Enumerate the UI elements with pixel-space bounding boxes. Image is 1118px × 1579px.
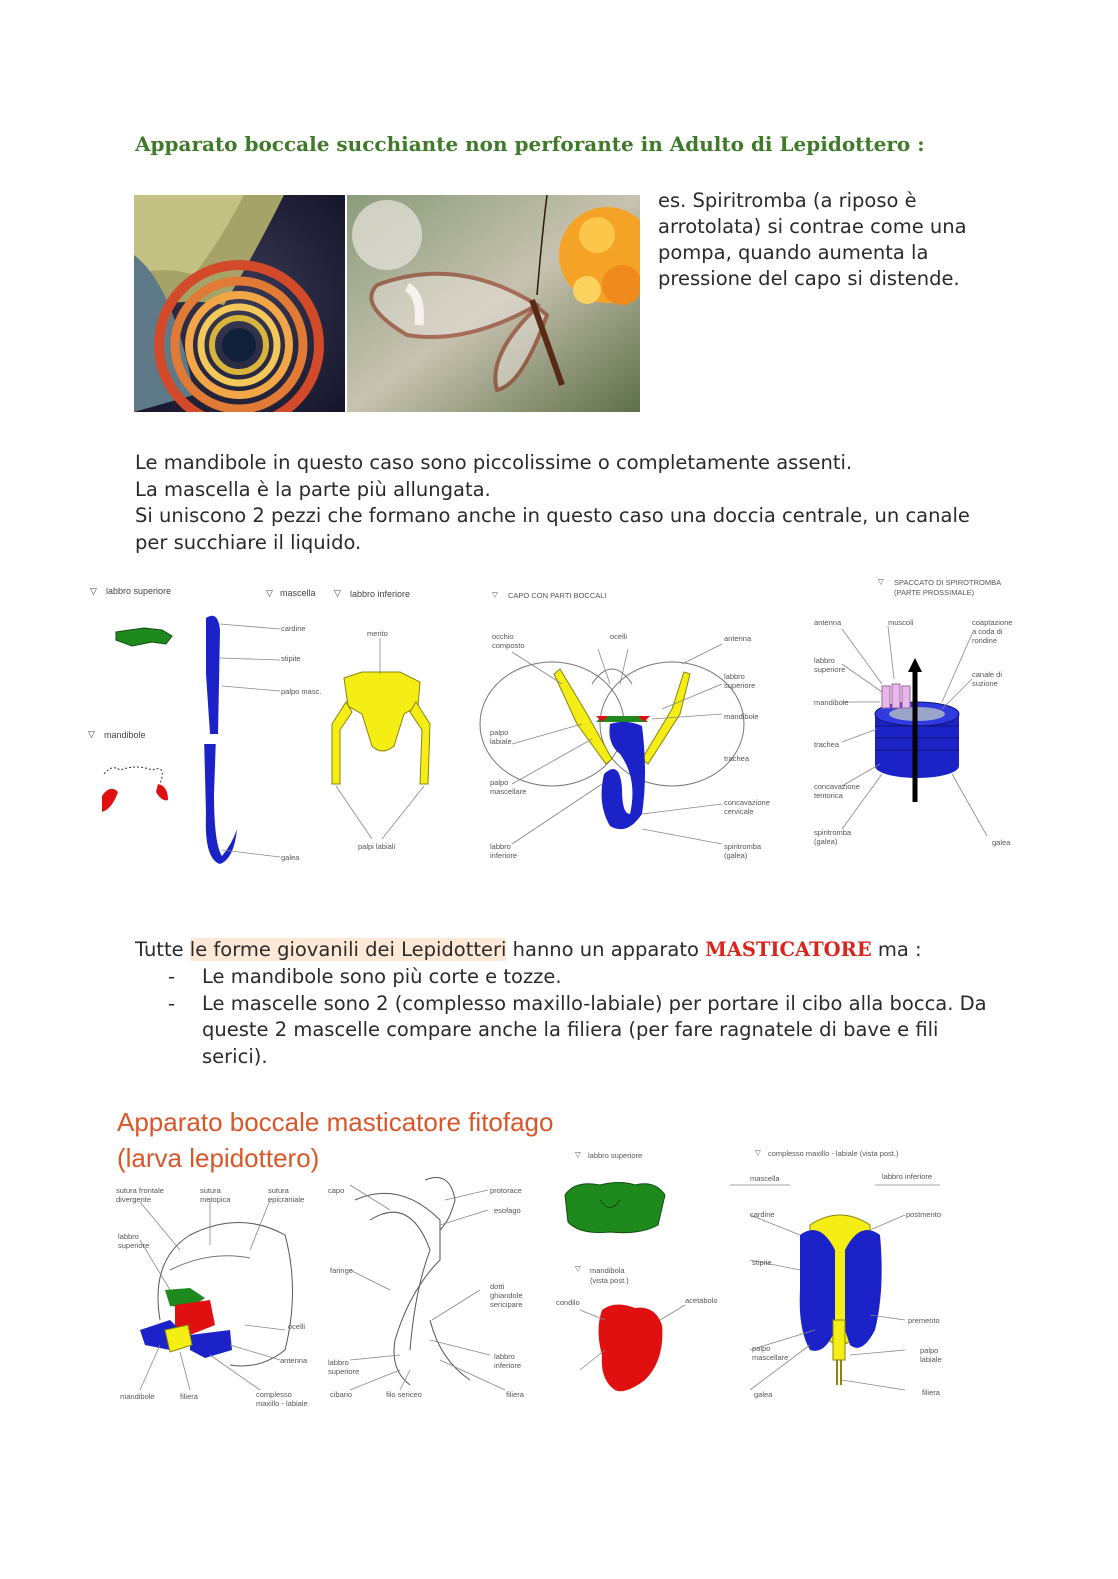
label: labbro superiore bbox=[814, 656, 846, 674]
label: galea bbox=[992, 838, 1011, 847]
label: faringe bbox=[330, 1266, 353, 1275]
label: labbro superiore bbox=[588, 1151, 643, 1160]
label: stipite bbox=[281, 654, 301, 663]
intro-pre: Tutte bbox=[135, 938, 190, 961]
label: mandibole bbox=[724, 712, 759, 721]
label: protorace bbox=[490, 1186, 522, 1195]
label: labbro superiore bbox=[328, 1358, 360, 1376]
label: esofago bbox=[494, 1206, 521, 1215]
paragraph-line: Le mandibole in questo caso sono piccolissime o completamente assenti. bbox=[135, 451, 853, 474]
proboscis-photo bbox=[134, 195, 345, 412]
label: filo sericeo bbox=[386, 1390, 422, 1399]
label: labbro inferiore bbox=[882, 1172, 933, 1181]
label: cibario bbox=[330, 1390, 353, 1399]
label: trachea bbox=[724, 754, 750, 763]
mandibles-paragraph bbox=[135, 450, 1005, 556]
label: concavazione tentorica bbox=[814, 782, 860, 800]
label: palpo masc. bbox=[281, 687, 322, 696]
label: mandibole bbox=[120, 1392, 155, 1401]
label: antenna bbox=[724, 634, 752, 643]
label: cardine bbox=[750, 1210, 775, 1219]
butterfly-photo bbox=[347, 195, 640, 412]
label-triangle-icon: ▽ bbox=[575, 1150, 581, 1159]
label: labbro superiore bbox=[724, 672, 756, 690]
label: mandibole bbox=[104, 730, 146, 740]
label: cardine bbox=[281, 624, 306, 633]
label-triangle-icon: ▽ bbox=[90, 586, 97, 596]
label: sutura metopica bbox=[200, 1186, 231, 1204]
label: labbro superiore bbox=[118, 1232, 150, 1250]
larva-title-line: Apparato boccale masticatore fitofago bbox=[117, 1107, 554, 1137]
label: labbro inferiore bbox=[350, 589, 411, 599]
label: sutura epicraniale bbox=[268, 1186, 305, 1204]
label: canale di suzione bbox=[972, 670, 1003, 688]
label: (vista post.) bbox=[590, 1276, 629, 1285]
paragraph-line: La mascella è la parte più allungata. bbox=[135, 477, 491, 501]
section-title: Apparato boccale succhiante non perforante in Adulto di Lepidottero : bbox=[135, 132, 925, 156]
label: SPACCATO DI SPIROTROMBA bbox=[894, 578, 1002, 587]
label: labbro superiore bbox=[106, 586, 172, 596]
label: (PARTE PROSSIMALE) bbox=[894, 588, 975, 597]
larva-intro bbox=[135, 937, 1015, 963]
label-triangle-icon: ▽ bbox=[492, 590, 498, 599]
label: stipite bbox=[752, 1258, 772, 1267]
emphasis-masticatore: MASTICATORE bbox=[705, 938, 872, 961]
label-triangle-icon: ▽ bbox=[878, 577, 884, 586]
intro-mid: hanno un apparato bbox=[506, 938, 706, 961]
label: postmento bbox=[906, 1210, 942, 1219]
label: spiritromba (galea) bbox=[814, 828, 852, 846]
label: dotti ghiandole sericipare bbox=[490, 1282, 523, 1309]
label: spiritromba (galea) bbox=[724, 842, 762, 860]
paragraph-line: Si uniscono 2 pezzi che formano anche in questo caso una doccia centrale, un canale per succhiare il liquido. bbox=[135, 504, 970, 554]
label: trachea bbox=[814, 740, 840, 749]
label: palpo labiale bbox=[920, 1346, 942, 1364]
label: complesso maxillo - labiale (vista post.) bbox=[768, 1149, 899, 1158]
label: mandibola bbox=[590, 1266, 625, 1275]
label: palpo mascellare bbox=[752, 1344, 789, 1362]
label: filiera bbox=[922, 1388, 940, 1397]
adult-mouthparts-diagram bbox=[82, 574, 1022, 869]
label: galea bbox=[754, 1390, 773, 1399]
label-triangle-icon: ▽ bbox=[334, 588, 341, 598]
label: palpo labiale bbox=[490, 728, 512, 746]
label: muscoli bbox=[888, 618, 914, 627]
intro-post: ma : bbox=[871, 938, 922, 961]
label: labbro inferiore bbox=[490, 842, 518, 860]
bullet-list bbox=[168, 964, 988, 1070]
label: coaptazione a coda di rondine bbox=[972, 618, 1013, 645]
label: ocelli bbox=[610, 632, 628, 641]
label: filiera bbox=[506, 1390, 524, 1399]
label-triangle-icon: ▽ bbox=[88, 729, 95, 739]
label: mascella bbox=[750, 1174, 780, 1183]
label: palpo mascellare bbox=[490, 778, 527, 796]
label: complesso maxillo - labiale bbox=[256, 1390, 308, 1408]
list-item: - Le mascelle sono 2 (complesso maxillo-labiale) per portare il cibo alla bocca. Da queste 2 mascelle compare anche la filiera (per fare ragnatele di bave e fili serici). bbox=[168, 991, 988, 1071]
label: CAPO CON PARTI BOCCALI bbox=[508, 591, 607, 600]
label: acetabolo bbox=[685, 1296, 718, 1305]
label: galea bbox=[281, 853, 300, 862]
highlighted-phrase: le forme giovanili dei Lepidotteri bbox=[189, 938, 507, 961]
label: filiera bbox=[180, 1392, 198, 1401]
label: ocelli bbox=[288, 1322, 306, 1331]
label: labbro inferiore bbox=[494, 1352, 522, 1370]
label: mandibole bbox=[814, 698, 849, 707]
larva-title-line: (larva lepidottero) bbox=[117, 1143, 320, 1173]
label: antenna bbox=[814, 618, 842, 627]
label: palpi labiali bbox=[358, 842, 396, 851]
intro-text: es. Spiritromba (a riposo è arrotolata) si contrae come una pompa, quando aumenta la pressione del capo si distende. bbox=[658, 189, 967, 290]
label: sutura frontale divergente bbox=[116, 1186, 164, 1204]
label: mascella bbox=[280, 588, 316, 598]
label-triangle-icon: ▽ bbox=[755, 1148, 761, 1157]
label: mento bbox=[367, 629, 388, 638]
label: capo bbox=[328, 1186, 345, 1195]
label-triangle-icon: ▽ bbox=[266, 588, 273, 598]
label: occhio composto bbox=[492, 632, 525, 650]
label-triangle-icon: ▽ bbox=[575, 1264, 581, 1273]
label: antenna bbox=[280, 1356, 308, 1365]
label: concavazione cervicale bbox=[724, 798, 770, 816]
larva-mouthparts-diagram bbox=[110, 1140, 960, 1410]
label: condilo bbox=[556, 1298, 580, 1307]
list-item: - Le mandibole sono più corte e tozze. bbox=[168, 964, 988, 991]
label: premento bbox=[908, 1316, 940, 1325]
